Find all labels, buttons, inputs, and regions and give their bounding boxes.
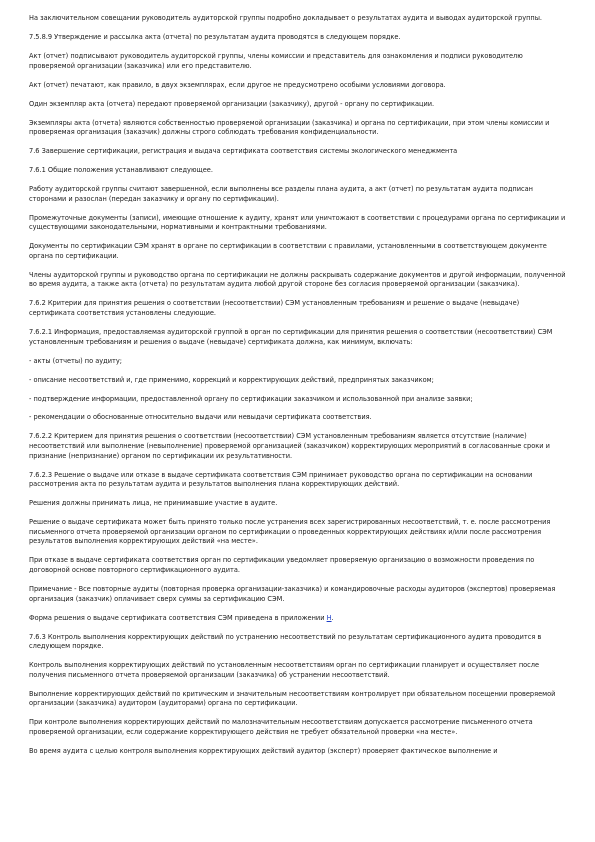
list-item: - описание несоответствий и, где применимо, коррекций и корректирующих действий, предпринятых заказчиком; <box>29 375 434 384</box>
paragraph: 7.6.2 Критерии для принятия решения о соответствии (несоответствии) СЭМ установленным требованиям и решение о выдаче (невыдаче) сертификата соответствия установлены следующие. <box>29 299 520 317</box>
paragraph: Документы по сертификации СЭМ хранят в органе по сертификации в соответствии с правилами, установленными в соответствующем документе органа по сертификации. <box>29 242 547 260</box>
list-item: - подтверждение информации, предоставленной органу по сертификации заказчиком и использованной при анализе заявки; <box>29 394 473 403</box>
note: Примечание - Все повторные аудиты (повторная проверка организации-заказчика) и командировочные расходы аудиторов (экспертов) проверяемая организация (заказчик) оплачивает сверх суммы за сертификацию СЭМ. <box>29 584 556 603</box>
paragraph: При контроле выполнения корректирующих действий по малозначительным несоответствиям допускается рассмотрение письменного отчета проверяемой организации, если содержание корректирующего действия не требует обязательной проверки «на месте». <box>29 718 533 736</box>
paragraph: 7.6.2.1 Информация, предоставляемая аудиторской группой в орган по сертификации для принятия решения о соответствии (несоответствии) СЭМ установленным требованиям и решения о выдаче (невыдаче) сертификата должна, как минимум, включать: <box>29 327 553 346</box>
list-item: - акты (отчеты) по аудиту; <box>29 356 122 365</box>
paragraph: Контроль выполнения корректирующих действий по установленным несоответствиям орган по сертификации планирует и осуществляет после получения письменного отчета проверяемой организации (заказчика) об устранении несоответствий. <box>29 661 540 679</box>
paragraph: 7.6.1 Общие положения устанавливают следующее. <box>29 166 213 175</box>
form-reference-text: Форма решения о выдаче сертификата соответствия СЭМ приведена в приложении <box>29 613 327 622</box>
paragraph: 7.6.2.2 Критерием для принятия решения о соответствии (несоответствии) СЭМ установленным требованиям является отсутствие (наличие) несоответствий или выполнение (невыполнение) проверяемой организацией (заказчиком) корректирующих мероприятий в согласованные сроки и признание (непризнание) органом по сертификации их результативности. <box>29 432 550 460</box>
form-reference <box>29 614 567 624</box>
paragraph: Один экземпляр акта (отчета) передают проверяемой организации (заказчику), другой - органу по сертификации. <box>29 99 435 108</box>
paragraph: Решение о выдаче сертификата может быть принято только после устранения всех зарегистрированных несоответствий, т. е. после рассмотрения письменного отчета проверяемой организации органом по сертификации о проведенных корректирующих действиях и/или после рассмотрения результатов выполнения корректирующих действий «на месте». <box>29 518 551 546</box>
form-reference-suffix: . <box>331 613 334 622</box>
paragraph: Выполнение корректирующих действий по критическим и значительным несоответствиям контролирует при обязательном посещении проверяемой организации (заказчика) аудитором (аудиторами) органа по сертификации. <box>29 689 556 708</box>
paragraph: Во время аудита с целью контроля выполнения корректирующих действий аудитор (эксперт) проверяет фактическое выполнение и <box>29 746 498 755</box>
paragraph: Члены аудиторской группы и руководство органа по сертификации не должны раскрывать содержание документов и другой информации, полученной во время аудита, а также акта (отчета) по результатам аудита любой другой стороне без согласия проверяемой организации (заказчика). <box>29 270 566 289</box>
paragraph: При отказе в выдаче сертификата соответствия орган по сертификации уведомляет проверяемую организацию о возможности проведения по договорной основе повторного сертификационного аудита. <box>29 556 535 574</box>
paragraph: Экземпляры акта (отчета) являются собственностью проверяемой организации (заказчика) и органа по сертификации, при этом члены комиссии и проверяемая организация (заказчик) должны строго соблюдать требования конфиденциальности. <box>29 118 550 137</box>
list-item: - рекомендации о обоснованные относительно выдачи или невыдачи сертификата соответствия. <box>29 413 372 422</box>
paragraph: Работу аудиторской группы считают завершенной, если выполнены все разделы плана аудита, а акт (отчет) по результатам аудита подписан сторонами и разослан (передан заказчику и органу по сертификации). <box>29 185 533 203</box>
document-page <box>29 14 567 766</box>
appendix-link[interactable]: Н <box>326 613 332 622</box>
paragraph: 7.6.3 Контроль выполнения корректирующих действий по устранению несоответствий по результатам сертификационного аудита проводится в следующем порядке. <box>29 632 542 651</box>
paragraph: На заключительном совещании руководитель аудиторской группы подробно докладывает о результатах аудита и выводах аудиторской группы. <box>29 14 543 22</box>
paragraph: 7.6.2.3 Решение о выдаче или отказе в выдаче сертификата соответствия СЭМ принимает руководство органа по сертификации на основании рассмотрения акта по результатам аудита и результатов выполнения плана корректирующих действий. <box>29 470 533 489</box>
paragraph: Акт (отчет) подписывают руководитель аудиторской группы, члены комиссии и представитель для ознакомления и подписи руководителю проверяемой организации (заказчика) или его представителю. <box>29 51 523 70</box>
paragraph: 7.5.8.9 Утверждение и рассылка акта (отчета) по результатам аудита проводятся в следующем порядке. <box>29 32 401 41</box>
paragraph: Акт (отчет) печатают, как правило, в двух экземплярах, если другое не предусмотрено особыми условиями договора. <box>29 80 446 89</box>
section-heading: 7.6 Завершение сертификации, регистрация и выдача сертификата соответствия системы экологического менеджмента <box>29 147 458 156</box>
paragraph: Решения должны принимать лица, не принимавшие участие в аудите. <box>29 499 278 508</box>
paragraph: Промежуточные документы (записи), имеющие отношение к аудиту, хранят или уничтожают в соответствии с процедурами органа по сертификации и существующими законодательными, нормативными и контрактными требованиями. <box>29 213 566 232</box>
